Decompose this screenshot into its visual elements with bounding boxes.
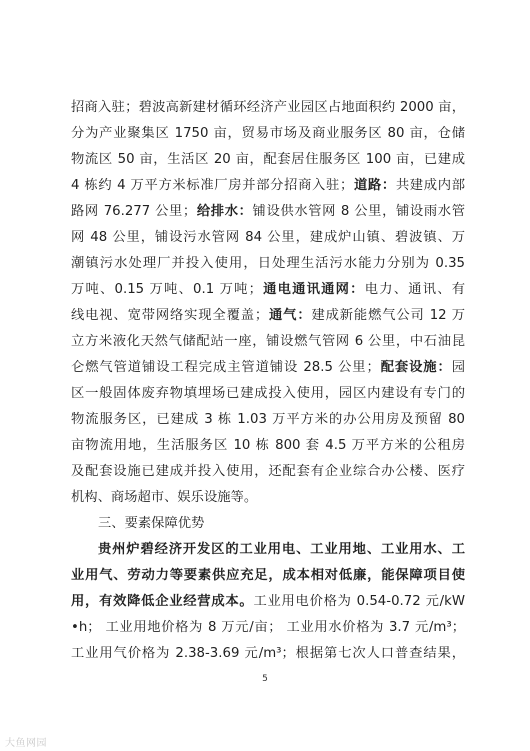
- document-body: [71, 95, 465, 667]
- text-line: [71, 433, 465, 459]
- text-segment: 共建成内部: [395, 178, 465, 193]
- text-line: [71, 511, 465, 537]
- text-segment: 三、要素保障优势: [98, 516, 205, 531]
- text-segment: 工业用电价格为 0.54-0.72 元/kW: [253, 594, 465, 609]
- bold-text-segment: 给排水：: [196, 204, 253, 219]
- text-line: [71, 355, 465, 381]
- text-line: [71, 121, 465, 147]
- text-line: [71, 303, 465, 329]
- text-segment: •h； 工业用地价格为 8 万元/亩； 工业用水价格为 3.7 元/m³；: [71, 620, 465, 635]
- text-line: [71, 563, 465, 589]
- watermark: 大鱼网园: [5, 738, 47, 749]
- text-segment: 区一般固体废弃物填埋场已建成投入使用，园区内建设有专门的: [71, 386, 465, 401]
- text-segment: 网 48 公里，铺设污水管网 84 公里，建成炉山镇、碧波镇、万: [71, 230, 465, 245]
- text-segment: 及配套设施已建成并投入使用，还配套有企业综合办公楼、医疗: [71, 464, 465, 479]
- bold-text-segment: 用，有效降低企业经营成本。: [71, 594, 254, 609]
- text-line: [71, 641, 465, 667]
- text-segment: 物流服务区，已建成 3 栋 1.03 万平方米的办公用房及预留 80: [71, 412, 465, 427]
- text-segment: 机构、商场超市、娱乐设施等。: [71, 490, 258, 505]
- text-line: [71, 407, 465, 433]
- page-number: 5: [262, 674, 268, 684]
- text-line: [71, 173, 465, 199]
- bold-text-segment: 业用气、劳动力等要素供应充足，成本相对低廉，能保障项目使: [71, 568, 465, 583]
- text-line: [71, 615, 465, 641]
- text-segment: 电力、通讯、有: [364, 282, 465, 297]
- text-segment: 招商入驻；碧波高新建材循环经济产业园区占地面积约 2000 亩，: [71, 100, 465, 115]
- text-line: [71, 225, 465, 251]
- text-line: [71, 485, 465, 511]
- text-line: [71, 277, 465, 303]
- bold-text-segment: 通气：: [268, 308, 312, 323]
- text-segment: 线电视、宽带网络实现全覆盖；: [71, 308, 269, 323]
- text-segment: 建成新能燃气公司 12 万: [311, 308, 465, 323]
- text-line: [71, 537, 465, 563]
- bold-text-segment: 通电通讯通网：: [261, 282, 365, 297]
- text-segment: 铺设供水管网 8 公里，铺设雨水管: [252, 204, 465, 219]
- text-line: [71, 147, 465, 173]
- text-segment: 立方米液化天然气储配站一座，铺设燃气管网 6 公里，中石油昆: [71, 334, 465, 349]
- text-line: [71, 589, 465, 615]
- text-line: [71, 381, 465, 407]
- text-segment: 仑燃气管道铺设工程完成主管道铺设 28.5 公里；: [71, 360, 380, 375]
- bold-text-segment: 贵州炉碧经济开发区的工业用电、工业用地、工业用水、工: [98, 542, 465, 557]
- text-segment: 亩物流用地，生活服务区 10 栋 800 套 4.5 万平方米的公租房: [71, 438, 465, 453]
- bold-text-segment: 配套设施：: [379, 360, 452, 375]
- text-line: [71, 459, 465, 485]
- text-segment: 工业用气价格为 2.38-3.69 元/m³；根据第七次人口普查结果，: [71, 646, 465, 661]
- text-line: [71, 199, 465, 225]
- text-segment: 园: [451, 360, 465, 375]
- text-line: [71, 329, 465, 355]
- text-segment: 分为产业聚集区 1750 亩，贸易市场及商业服务区 80 亩，仓储: [71, 126, 465, 141]
- text-line: [71, 251, 465, 277]
- text-segment: 4 栋约 4 万平方米标准厂房并部分招商入驻；: [71, 178, 354, 193]
- text-line: [71, 95, 465, 121]
- text-segment: 物流区 50 亩，生活区 20 亩，配套居住服务区 100 亩，已建成: [71, 152, 465, 167]
- text-segment: 潮镇污水处理厂并投入使用，日处理生活污水能力分别为 0.35: [71, 256, 465, 271]
- text-segment: 万吨、0.15 万吨、0.1 万吨；: [71, 282, 262, 297]
- text-segment: 路网 76.277 公里；: [71, 204, 197, 219]
- bold-text-segment: 道路：: [353, 178, 396, 193]
